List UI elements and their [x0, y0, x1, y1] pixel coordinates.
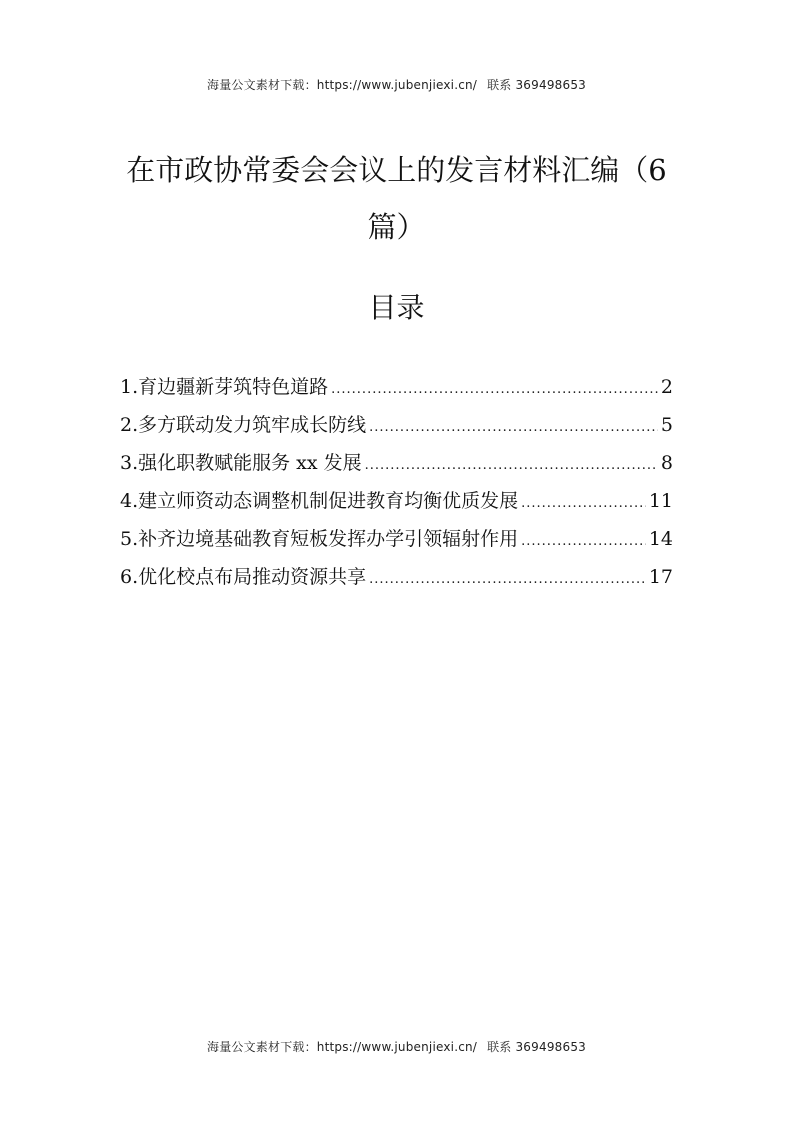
document-title: 在市政协常委会会议上的发言材料汇编（6篇）: [126, 153, 667, 244]
toc-leader-dots: [365, 447, 658, 485]
toc-leader-dots: [521, 485, 646, 523]
toc-entry-page-number: 11: [648, 490, 673, 512]
toc-entry-page-number: 5: [660, 414, 673, 436]
toc-entry-title: 5.补齐边境基础教育短板发挥办学引领辐射作用: [120, 528, 519, 550]
toc-entry-title: 3.强化职教赋能服务 xx 发展: [120, 452, 362, 474]
table-of-contents: [120, 368, 673, 596]
toc-entry[interactable]: [120, 444, 673, 482]
page-footer: [0, 1038, 793, 1055]
toc-entry[interactable]: [120, 482, 673, 520]
toc-entry[interactable]: [120, 520, 673, 558]
toc-entry-page-number: 8: [660, 452, 673, 474]
toc-entry-title: 4.建立师资动态调整机制促进教育均衡优质发展: [120, 490, 519, 512]
toc-entry-title: 2.多方联动发力筑牢成长防线: [120, 414, 367, 436]
header-contact: 联系 369498653: [487, 78, 586, 92]
footer-download-label: 海量公文素材下载：https://www.jubenjiexi.cn/: [207, 1040, 478, 1054]
toc-leader-dots: [331, 371, 658, 409]
footer-contact: 联系 369498653: [487, 1040, 586, 1054]
toc-entry[interactable]: [120, 558, 673, 596]
toc-leader-dots: [521, 523, 646, 561]
toc-entry[interactable]: [120, 406, 673, 444]
toc-leader-dots: [369, 561, 646, 599]
toc-entry-title: 1.育边疆新芽筑特色道路: [120, 376, 329, 398]
toc-entry-page-number: 17: [648, 566, 673, 588]
toc-entry-page-number: 2: [660, 376, 673, 398]
page-header: [0, 76, 793, 93]
toc-entry-title: 6.优化校点布局推动资源共享: [120, 566, 367, 588]
header-download-label: 海量公文素材下载：https://www.jubenjiexi.cn/: [207, 78, 478, 92]
toc-entry[interactable]: [120, 368, 673, 406]
toc-entry-page-number: 14: [648, 528, 673, 550]
toc-heading: 目录: [368, 291, 425, 324]
toc-leader-dots: [369, 409, 658, 447]
